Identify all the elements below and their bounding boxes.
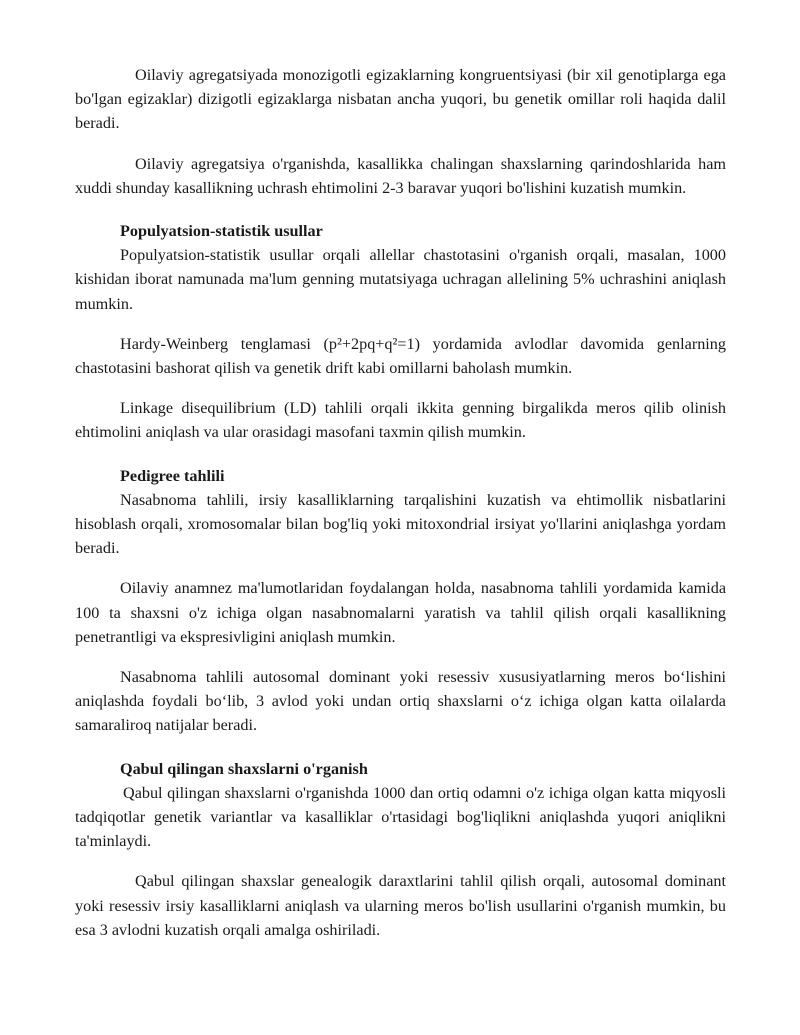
paragraph-pedigree-penetrance: Oilaviy anamnez ma'lumotlaridan foydalangan holda, nasabnoma tahlili yordamida kamida 100 ta shaxsni o'z ichiga olgan nasabnomalarni yaratish va tahlil qilish orqali kasallikning penetrantligi va ekspresivligini aniqlash mumkin.: [75, 579, 726, 646]
paragraph-pedigree-autosomal: Nasabnoma tahlili autosomal dominant yoki resessiv xususiyatlarning meros bo‘lishini aniqlashda foydali bo‘lib, 3 avlod yoki undan ortiq shaxslarni o‘z ichiga olgan katta oilalarda samaraliroq natijalar beradi.: [75, 668, 726, 735]
paragraph-adoptee-genealogy: Qabul qilingan shaxslar genealogik daraxtlarini tahlil qilish orqali, autosomal dominant yoki resessiv irsiy kasalliklarni aniqlash va ularning meros bo'lish usullarini o'rganish mumkin, bu esa 3 avlodni kuzatish orqali amalga oshiriladi.: [75, 872, 726, 939]
heading-pedigree-analysis: Pedigree tahlili: [120, 466, 225, 485]
heading-adoptee-studies: Qabul qilingan shaxslarni o'rganish: [120, 759, 368, 778]
paragraph-pedigree-inheritance: Nasabnoma tahlili, irsiy kasalliklarning tarqalishini kuzatish va ehtimollik nisbatlarini hisoblash orqali, xromosomalar bilan bog'liq yoki mitoxondrial irsiyat yo'llarini aniqlashga yordam beradi.: [75, 490, 726, 558]
paragraph-linkage-disequilibrium: Linkage disequilibrium (LD) tahlili orqali ikkita genning birgalikda meros qilib olinish ehtimolini aniqlash va ular orasidagi masofani taxmin qilish mumkin.: [75, 399, 726, 442]
paragraph-adoptee-large-scale: Qabul qilingan shaxslarni o'rganishda 1000 dan ortiq odamni o'z ichiga olgan katta miqyosli tadqiqotlar genetik variantlar va kasalliklar o'rtasidagi bog'liqlikni aniqlashda yuqori aniqlikni ta'minlaydi.: [75, 783, 726, 851]
paragraph-family-aggregation-relatives: Oilaviy agregatsiya o'rganishda, kasallikka chalingan shaxslarning qarindoshlarida ham xuddi shunday kasallikning uchrash ehtimolini 2-3 baravar yuqori bo'lishini kuzatish mumkin.: [75, 154, 726, 197]
document-page: [75, 63, 726, 942]
paragraph-hardy-weinberg: Hardy-Weinberg tenglamasi (p²+2pq+q²=1) yordamida avlodlar davomida genlarning chastotasini bashorat qilish va genetik drift kabi omillarni baholash mumkin.: [75, 334, 726, 378]
heading-population-statistical: Populyatsion-statistik usullar: [120, 222, 323, 241]
paragraph-family-aggregation-twins: Oilaviy agregatsiyada monozigotli egizaklarning kongruentsiyasi (bir xil genotiplarga ega bo'lgan egizaklar) dizigotli egizaklarga nisbatan ancha yuqori, bu genetik omillar roli haqida dalil beradi.: [75, 66, 726, 133]
paragraph-allele-frequency: Populyatsion-statistik usullar orqali allellar chastotasini o'rganish orqali, masalan, 1000 kishidan iborat namunada ma'lum genning mutatsiyaga uchragan allelining 5% uchrashini aniqlash mumkin.: [75, 246, 726, 313]
